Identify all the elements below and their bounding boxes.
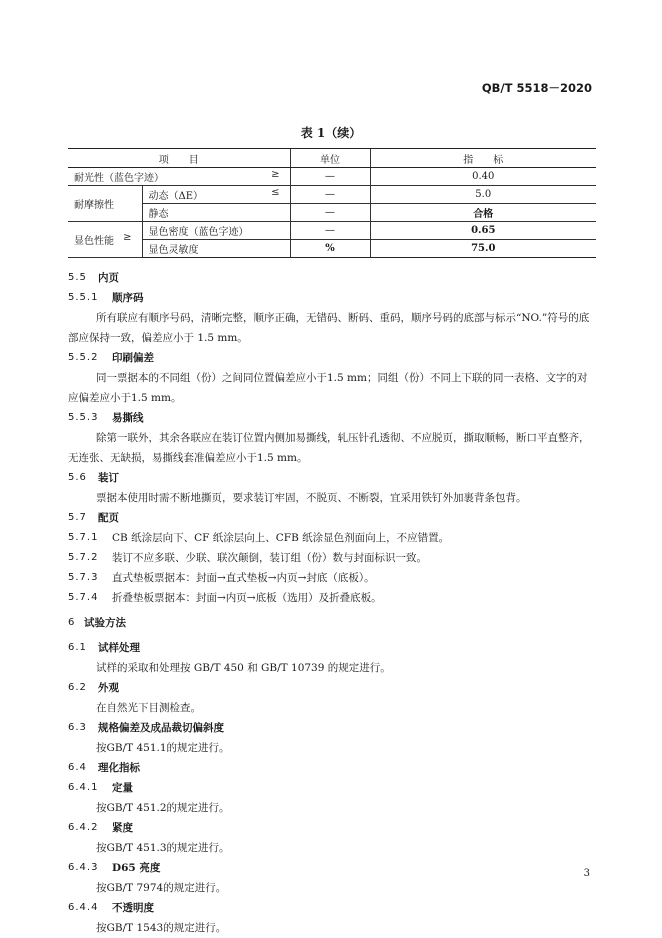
color-label-cell	[68, 222, 142, 258]
paragraph: 同一票据本的不同组（份）之间同位置偏差应小于1.5 mm；同组（份）不同上下联的同一表格、文字的对应偏差应小于1.5 mm。	[68, 372, 588, 404]
table-row	[68, 168, 596, 186]
geq-symbol: ≥	[123, 232, 132, 243]
section-title: 易撕线	[112, 412, 144, 424]
section-number: 6.4.4	[68, 902, 99, 913]
item-text: 折叠垫板票据本：封面→内页→底板（选用）及折叠底板。	[112, 592, 382, 604]
section-heading	[68, 288, 596, 308]
section-heading	[68, 348, 596, 368]
page-number: 3	[583, 868, 590, 879]
item-number: 5.7.2	[68, 552, 99, 563]
sub-label	[142, 186, 290, 204]
list-item	[68, 588, 596, 608]
table-title: 表 1（续）	[300, 126, 362, 140]
section-heading	[68, 408, 596, 428]
dynamic-label: 动态（ΔE）	[148, 191, 204, 202]
paragraph: 除第一联外，其余各联应在装订位置内侧加易撕线，轧压针孔透彻、不应脱页，撕取顺畅，断口平直整齐，无连张、无缺损，易撕线套准偏差应小于1.5 mm。	[68, 432, 590, 464]
friction-label: 耐摩擦性	[68, 186, 142, 222]
section-heading	[68, 858, 596, 878]
list-item	[68, 548, 596, 568]
section-number: 5.5.2	[68, 352, 99, 363]
paragraph: 票据本使用时需不断地撕页，要求装订牢固，不脱页、不断裂，宜采用铁钉外加裹背条包背。	[96, 492, 527, 504]
section-heading	[68, 898, 596, 918]
lightfast-label: 耐光性（蓝色字迹）	[74, 173, 164, 184]
chapter-number: 6	[68, 617, 76, 628]
header-item: 项 目	[68, 149, 290, 168]
section-number: 5.6	[68, 472, 87, 483]
unit-cell: %	[290, 240, 370, 258]
row-label	[68, 168, 290, 186]
section-heading	[68, 508, 596, 528]
section-number: 6.1	[68, 642, 87, 653]
section-heading	[68, 818, 596, 838]
header-unit: 单位	[290, 149, 370, 168]
paragraph: 按GB/T 451.2的规定进行。	[96, 802, 230, 814]
paragraph: 所有联应有顺序号码，清晰完整，顺序正确，无错码、断码、重码，顺序号码的底部与标示“NO.”符号的底部应保持一致，偏差应小于 1.5 mm。	[68, 312, 590, 344]
section-title: 配页	[98, 512, 119, 524]
section-title: 不透明度	[112, 902, 154, 914]
section-heading	[68, 268, 596, 288]
section-title: 规格偏差及成品裁切偏斜度	[98, 722, 224, 734]
section-number: 6.4	[68, 762, 87, 773]
section-heading	[68, 718, 596, 738]
paragraph: 试样的采取和处理按 GB/T 450 和 GB/T 10739 的规定进行。	[96, 662, 391, 674]
chapter-heading	[68, 613, 596, 633]
section-heading	[68, 678, 596, 698]
section-number: 6.4.3	[68, 862, 99, 873]
paragraph: 按GB/T 7974的规定进行。	[96, 882, 227, 894]
item-number: 5.7.3	[68, 572, 99, 583]
table-row	[68, 204, 596, 222]
sensitivity-label: 显色灵敏度	[142, 240, 290, 258]
section-heading	[68, 758, 596, 778]
list-item	[68, 528, 596, 548]
value-cell: 合格	[370, 204, 596, 222]
leq-symbol: ≤	[271, 187, 280, 198]
section-title: 装订	[98, 472, 119, 484]
chapter-title: 试验方法	[84, 617, 126, 629]
paragraph: 在自然光下目测检查。	[96, 702, 201, 714]
standard-code: QB/T 5518－2020	[481, 81, 592, 95]
table-row	[68, 240, 596, 258]
section-title: 定量	[112, 782, 133, 794]
item-text: CB 纸涂层向下、CF 纸涂层向上、CFB 纸涂显色剂面向上，不应错置。	[112, 532, 450, 544]
body-text	[68, 268, 596, 938]
section-heading	[68, 468, 596, 488]
unit-cell: —	[290, 204, 370, 222]
geq-symbol: ≥	[271, 169, 280, 180]
section-number: 6.4.1	[68, 782, 99, 793]
section-title: 紧度	[112, 822, 133, 834]
section-number: 5.5.3	[68, 412, 99, 423]
unit-cell: —	[290, 168, 370, 186]
paragraph: 按GB/T 1543的规定进行。	[96, 922, 227, 934]
unit-cell: —	[290, 186, 370, 204]
section-number: 5.5	[68, 272, 87, 283]
section-title: 试样处理	[98, 642, 140, 654]
item-number: 5.7.4	[68, 592, 99, 603]
item-text: 装订不应多联、少联、联次颠倒，装订组（份）数与封面标识一致。	[112, 552, 427, 564]
item-number: 5.7.1	[68, 532, 99, 543]
specification-table	[68, 148, 596, 258]
item-text: 直式垫板票据本：封面→直式垫板→内页→封底（底板）。	[112, 572, 375, 584]
section-title: 印刷偏差	[112, 352, 154, 364]
value-cell: 75.0	[370, 240, 596, 258]
section-number: 6.3	[68, 722, 87, 733]
section-number: 6.4.2	[68, 822, 99, 833]
color-label: 显色性能	[74, 236, 114, 247]
section-heading	[68, 638, 596, 658]
value-cell: 5.0	[370, 186, 596, 204]
section-title: 理化指标	[98, 762, 140, 774]
value-cell: 0.40	[370, 168, 596, 186]
header-index: 指 标	[370, 149, 596, 168]
section-number: 6.2	[68, 682, 87, 693]
paragraph: 按GB/T 451.3的规定进行。	[96, 842, 230, 854]
table-row	[68, 186, 596, 204]
unit-cell: —	[290, 222, 370, 240]
section-title: 顺序码	[112, 292, 144, 304]
paragraph: 按GB/T 451.1的规定进行。	[96, 742, 230, 754]
list-item	[68, 568, 596, 588]
section-title: D65 亮度	[112, 862, 161, 874]
density-label: 显色密度（蓝色字迹）	[142, 222, 290, 240]
section-number: 5.5.1	[68, 292, 99, 303]
table-row	[68, 222, 596, 240]
section-title: 内页	[98, 272, 119, 284]
static-label: 静态	[142, 204, 290, 222]
value-cell: 0.65	[370, 222, 596, 240]
section-title: 外观	[98, 682, 119, 694]
section-number: 5.7	[68, 512, 87, 523]
section-heading	[68, 778, 596, 798]
table-header-row	[68, 149, 596, 168]
